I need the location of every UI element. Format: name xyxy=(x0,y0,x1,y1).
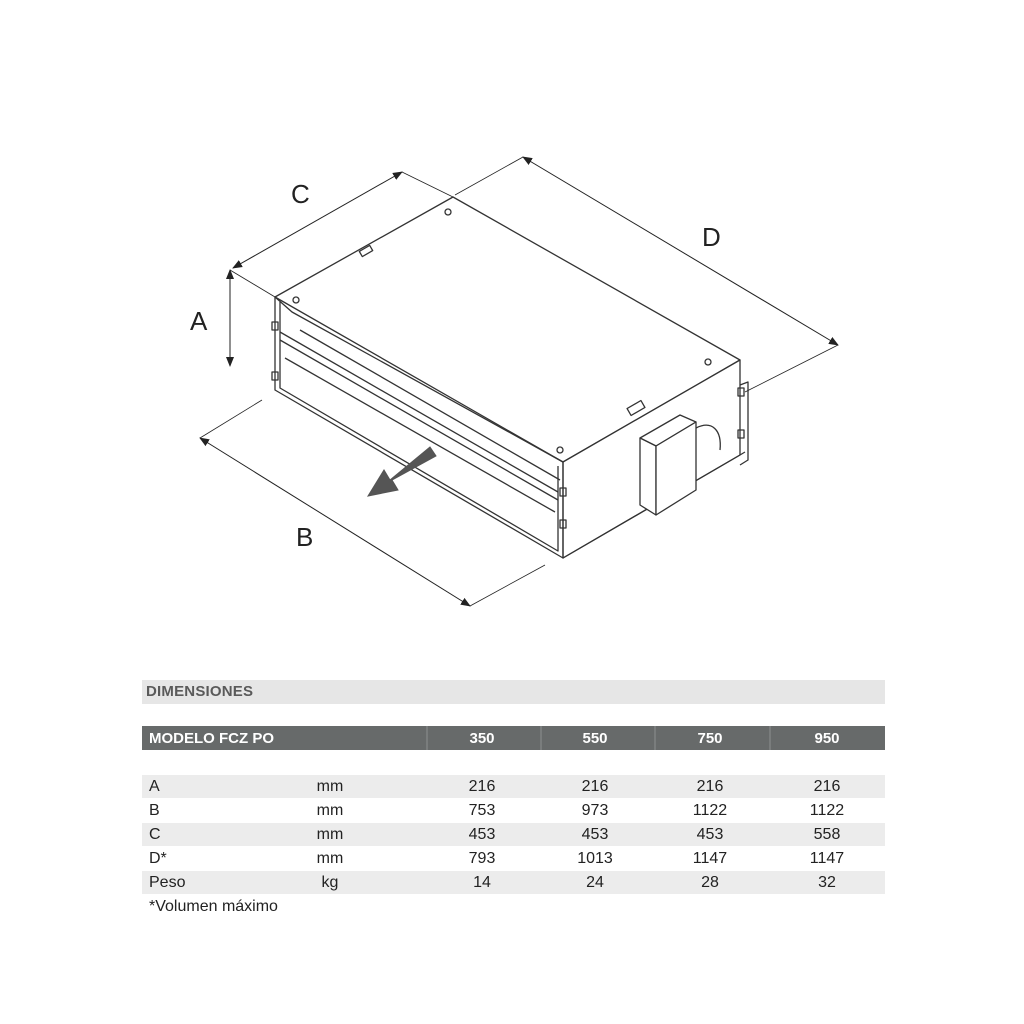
row-label: D* xyxy=(149,850,167,867)
dimension-label-b: B xyxy=(296,522,314,552)
header-divider xyxy=(654,726,656,750)
row-value: 216 xyxy=(581,778,609,795)
table-row xyxy=(142,823,885,846)
dimension-label-a: A xyxy=(190,306,208,336)
header-divider xyxy=(769,726,771,750)
row-value: 1013 xyxy=(577,850,613,867)
section-title: DIMENSIONES xyxy=(146,683,254,700)
row-unit: kg xyxy=(321,874,339,891)
row-value: 24 xyxy=(586,874,604,891)
table-row xyxy=(142,775,885,798)
row-label: Peso xyxy=(149,874,186,891)
header-model-350: 350 xyxy=(469,730,495,747)
row-value: 1122 xyxy=(809,802,845,819)
header-model-750: 750 xyxy=(697,730,723,747)
row-label: C xyxy=(149,826,161,843)
row-value: 453 xyxy=(696,826,724,843)
airflow-arrow-icon xyxy=(368,447,436,496)
row-value: 1122 xyxy=(692,802,728,819)
row-unit: mm xyxy=(316,826,344,843)
header-divider xyxy=(426,726,428,750)
row-value: 14 xyxy=(473,874,491,891)
header-model-label: MODELO FCZ PO xyxy=(149,730,274,747)
row-value: 973 xyxy=(581,802,609,819)
row-value: 558 xyxy=(813,826,841,843)
section-header-bar xyxy=(142,680,885,704)
row-value: 793 xyxy=(468,850,496,867)
row-value: 32 xyxy=(818,874,836,891)
header-divider xyxy=(540,726,542,750)
row-unit: mm xyxy=(316,850,344,867)
table-row xyxy=(142,871,885,894)
row-unit: mm xyxy=(316,778,344,795)
table-footnote: *Volumen máximo xyxy=(149,898,278,915)
row-unit: mm xyxy=(316,802,344,819)
table-row xyxy=(142,799,885,822)
row-value: 216 xyxy=(468,778,496,795)
row-value: 216 xyxy=(813,778,841,795)
row-value: 28 xyxy=(701,874,719,891)
header-model-950: 950 xyxy=(814,730,840,747)
fan-coil-housing xyxy=(272,197,748,558)
table-header-row xyxy=(142,726,885,750)
row-label: B xyxy=(149,802,160,819)
row-value: 1147 xyxy=(809,850,845,867)
row-value: 453 xyxy=(468,826,496,843)
dimension-label-c: C xyxy=(291,179,310,209)
row-value: 753 xyxy=(468,802,496,819)
dimension-label-d: D xyxy=(702,222,721,252)
row-value: 453 xyxy=(581,826,609,843)
table-row xyxy=(142,847,885,870)
row-value: 1147 xyxy=(692,850,728,867)
header-model-550: 550 xyxy=(582,730,608,747)
row-value: 216 xyxy=(696,778,724,795)
row-label: A xyxy=(149,778,160,795)
